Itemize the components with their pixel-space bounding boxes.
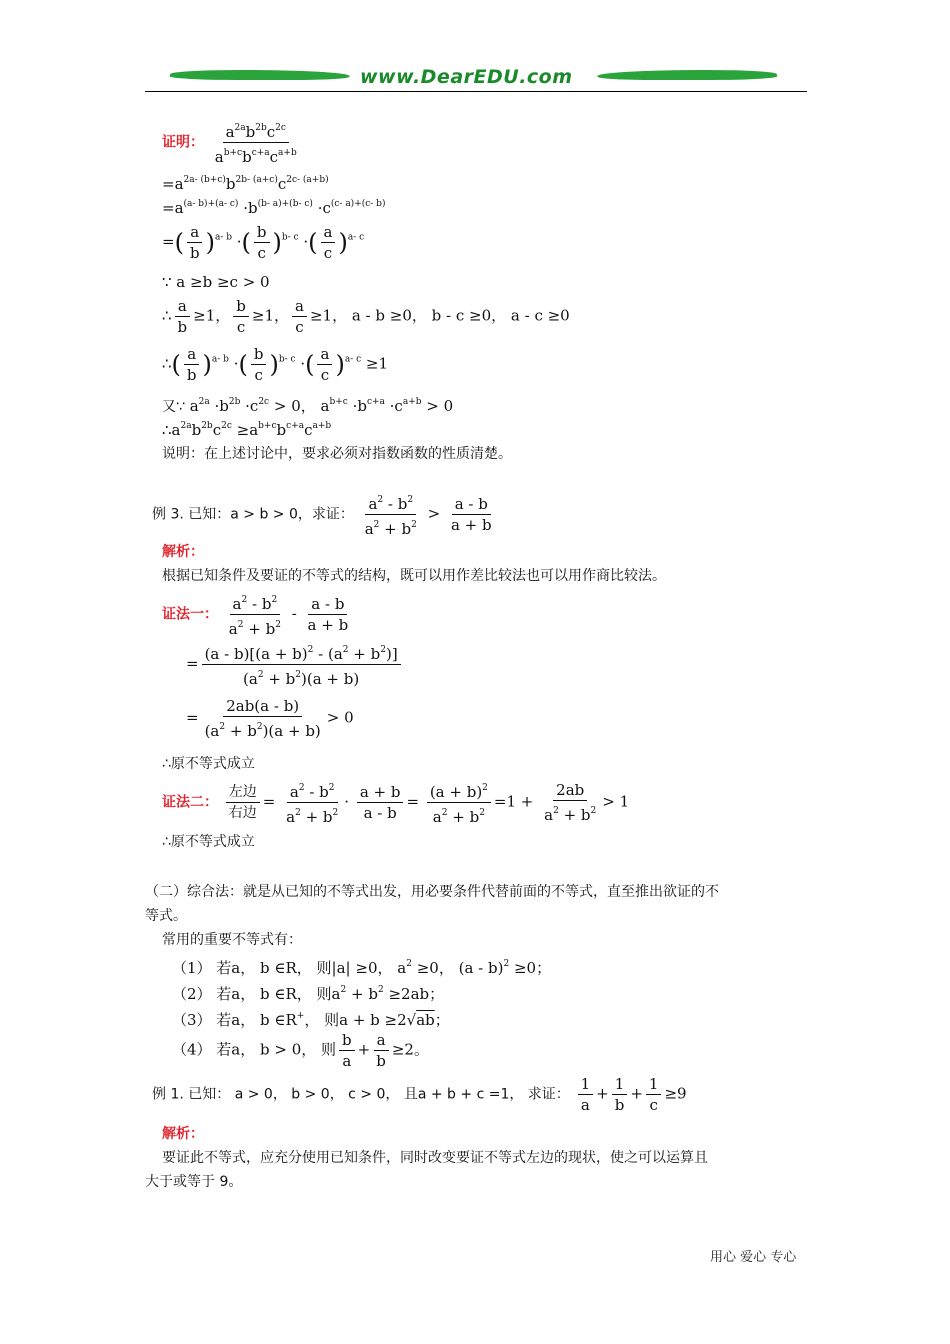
- ex1-statement: 例 1. 已知： a > 0， b > 0， c > 0， 且a + b + c =1， 求证： $\frac{1}{a}$ + $\frac{1}{b}$ + $\frac{1}{c}$ ≥9: [152, 1075, 687, 1114]
- header-swoosh-right: [595, 70, 779, 80]
- ex3-lhs-fraction: $\frac{a^2 - b^2}{a^2 + b^2}$: [362, 490, 420, 539]
- site-logo-text: www.DearEDU.com: [360, 66, 573, 88]
- method1-label: 证法一：: [162, 606, 218, 623]
- ex3-method2-conclusion: ∴原不等式成立: [162, 834, 255, 850]
- section2-title-line1: （二）综合法：就是从已知的不等式出发，用必要条件代替前面的不等式，直至推出欲证的不: [145, 884, 719, 900]
- proof1-note: 说明：在上述讨论中，要求必须对指数函数的性质清楚。: [162, 446, 512, 462]
- ex3-title: 例 3. 已知：a > b > 0，求证：: [152, 506, 354, 523]
- header-swoosh-left: [168, 70, 352, 80]
- ex3-method1-line3: = $\frac{2ab(a - b)}{(a^2 + b^2)(a + b)}$ > 0: [186, 697, 354, 740]
- page-header: [145, 62, 807, 94]
- inequality-item-1: （1） 若a， b ∈R， 则|a| ≥0， $a^2 \ge 0$， (a - b)$^2$ ≥0；: [172, 959, 552, 977]
- section2-common: 常用的重要不等式有：: [162, 932, 302, 948]
- proof1-line8: 又∵ $a^{2a} \cdot b^{2b} \cdot c^{2c} > 0$， $a^{b+c} \cdot b^{c+a} \cdot c^{a+b} > 0$: [162, 397, 454, 415]
- ex3-method2-line: 证法二： $\frac{\text{左边}}{\text{右边}}$ = $\frac{a^2 - b^2}{a^2 + b^2}$ · $\frac{a + b}{a - b}$ = $\frac{(a + b)^2}{a^2 + b^2}$ =1 + $\frac{2ab}{a^2 + b^2}$ > 1: [162, 778, 629, 827]
- proof-label: 证明：: [162, 134, 204, 151]
- page-footer: 用心 爱心 专心: [710, 1250, 797, 1265]
- ex3-analysis-label: 解析：: [162, 544, 204, 560]
- proof1-line3: $=a^{(a- b)+(a- c)} \cdot b^{(b- a)+(b- c)} \cdot c^{(c- a)+(c- b)}$: [162, 199, 386, 217]
- proof1-line2: $=a^{2a- (b+c)}b^{2b- (a+c)}c^{2c- (a+b)}$: [162, 175, 329, 193]
- proof1-line9: $\therefore a^{2a}b^{2b}c^{2c} \ge a^{b+c}b^{c+a}c^{a+b}$: [162, 421, 332, 439]
- ex3-statement: [152, 490, 498, 539]
- ex3-method1-conclusion: ∴原不等式成立: [162, 756, 255, 772]
- ex1-analysis-label: 解析：: [162, 1126, 204, 1142]
- ex1-analysis-line1: 要证此不等式，应充分使用已知条件，同时改变要证不等式左边的现状，使之可以运算且: [162, 1150, 708, 1166]
- ex3-gt: >: [427, 504, 441, 523]
- ex3-method1-line1: 证法一： $\frac{a^2 - b^2}{a^2 + b^2}$ - $\frac{a - b}{a + b}$: [162, 590, 354, 639]
- ex1-analysis-line2: 大于或等于 9。: [145, 1174, 243, 1190]
- inequality-item-3: （3） 若a， b ∈R+， 则a + b ≥2√ab；: [172, 1011, 450, 1029]
- inequality-item-4: （4） 若a， b > 0， 则 $\frac{b}{a}$ + $\frac{a}{b}$ ≥2。: [172, 1031, 429, 1070]
- ex3-rhs-fraction: $\frac{a - b}{a + b}$: [450, 495, 492, 534]
- inequality-item-2: （2） 若a， b ∈R， 则$a^2 + b^2 \ge 2ab$；: [172, 985, 445, 1003]
- method2-label: 证法二：: [162, 794, 218, 811]
- proof1-line6: ∴ $\frac{a}{b}$ ≥1， $\frac{b}{c}$ ≥1， $\frac{a}{c}$ ≥1， a - b ≥0， b - c ≥0， a - c ≥0: [162, 297, 570, 336]
- proof1-line7: ∴( $\frac{a}{b}$ )$^{a- b}$ ·( $\frac{b}{c}$ )$^{b- c}$ ·( $\frac{a}{c}$ )$^{a- c}$ ≥1: [162, 345, 389, 384]
- proof1-line5: ∵ a ≥b ≥c > 0: [162, 273, 270, 291]
- ex1-title: 例 1. 已知： a > 0， b > 0， c > 0， 且a + b + c =1， 求证：: [152, 1086, 570, 1103]
- proof1-line1: [162, 118, 303, 167]
- proof1-fraction: $\frac{a^{2a}b^{2b}c^{2c}}{a^{b+c}b^{c+a}c^{a+b}}$: [212, 118, 300, 167]
- section2-title-line2: 等式。: [145, 908, 187, 924]
- header-rule: [145, 91, 807, 92]
- ex3-method1-line2: = $\frac{(a - b)[(a + b)^2 - (a^2 + b^2)]}{(a^2 + b^2)(a + b)}$: [186, 640, 404, 689]
- proof1-line4: =( $\frac{a}{b}$ )$^{a- b}$ ·( $\frac{b}{c}$ )$^{b- c}$ ·( $\frac{a}{c}$ )$^{a- c}$: [162, 223, 365, 262]
- ex3-analysis-text: 根据已知条件及要证的不等式的结构，既可以用作差比较法也可以用作商比较法。: [162, 568, 666, 584]
